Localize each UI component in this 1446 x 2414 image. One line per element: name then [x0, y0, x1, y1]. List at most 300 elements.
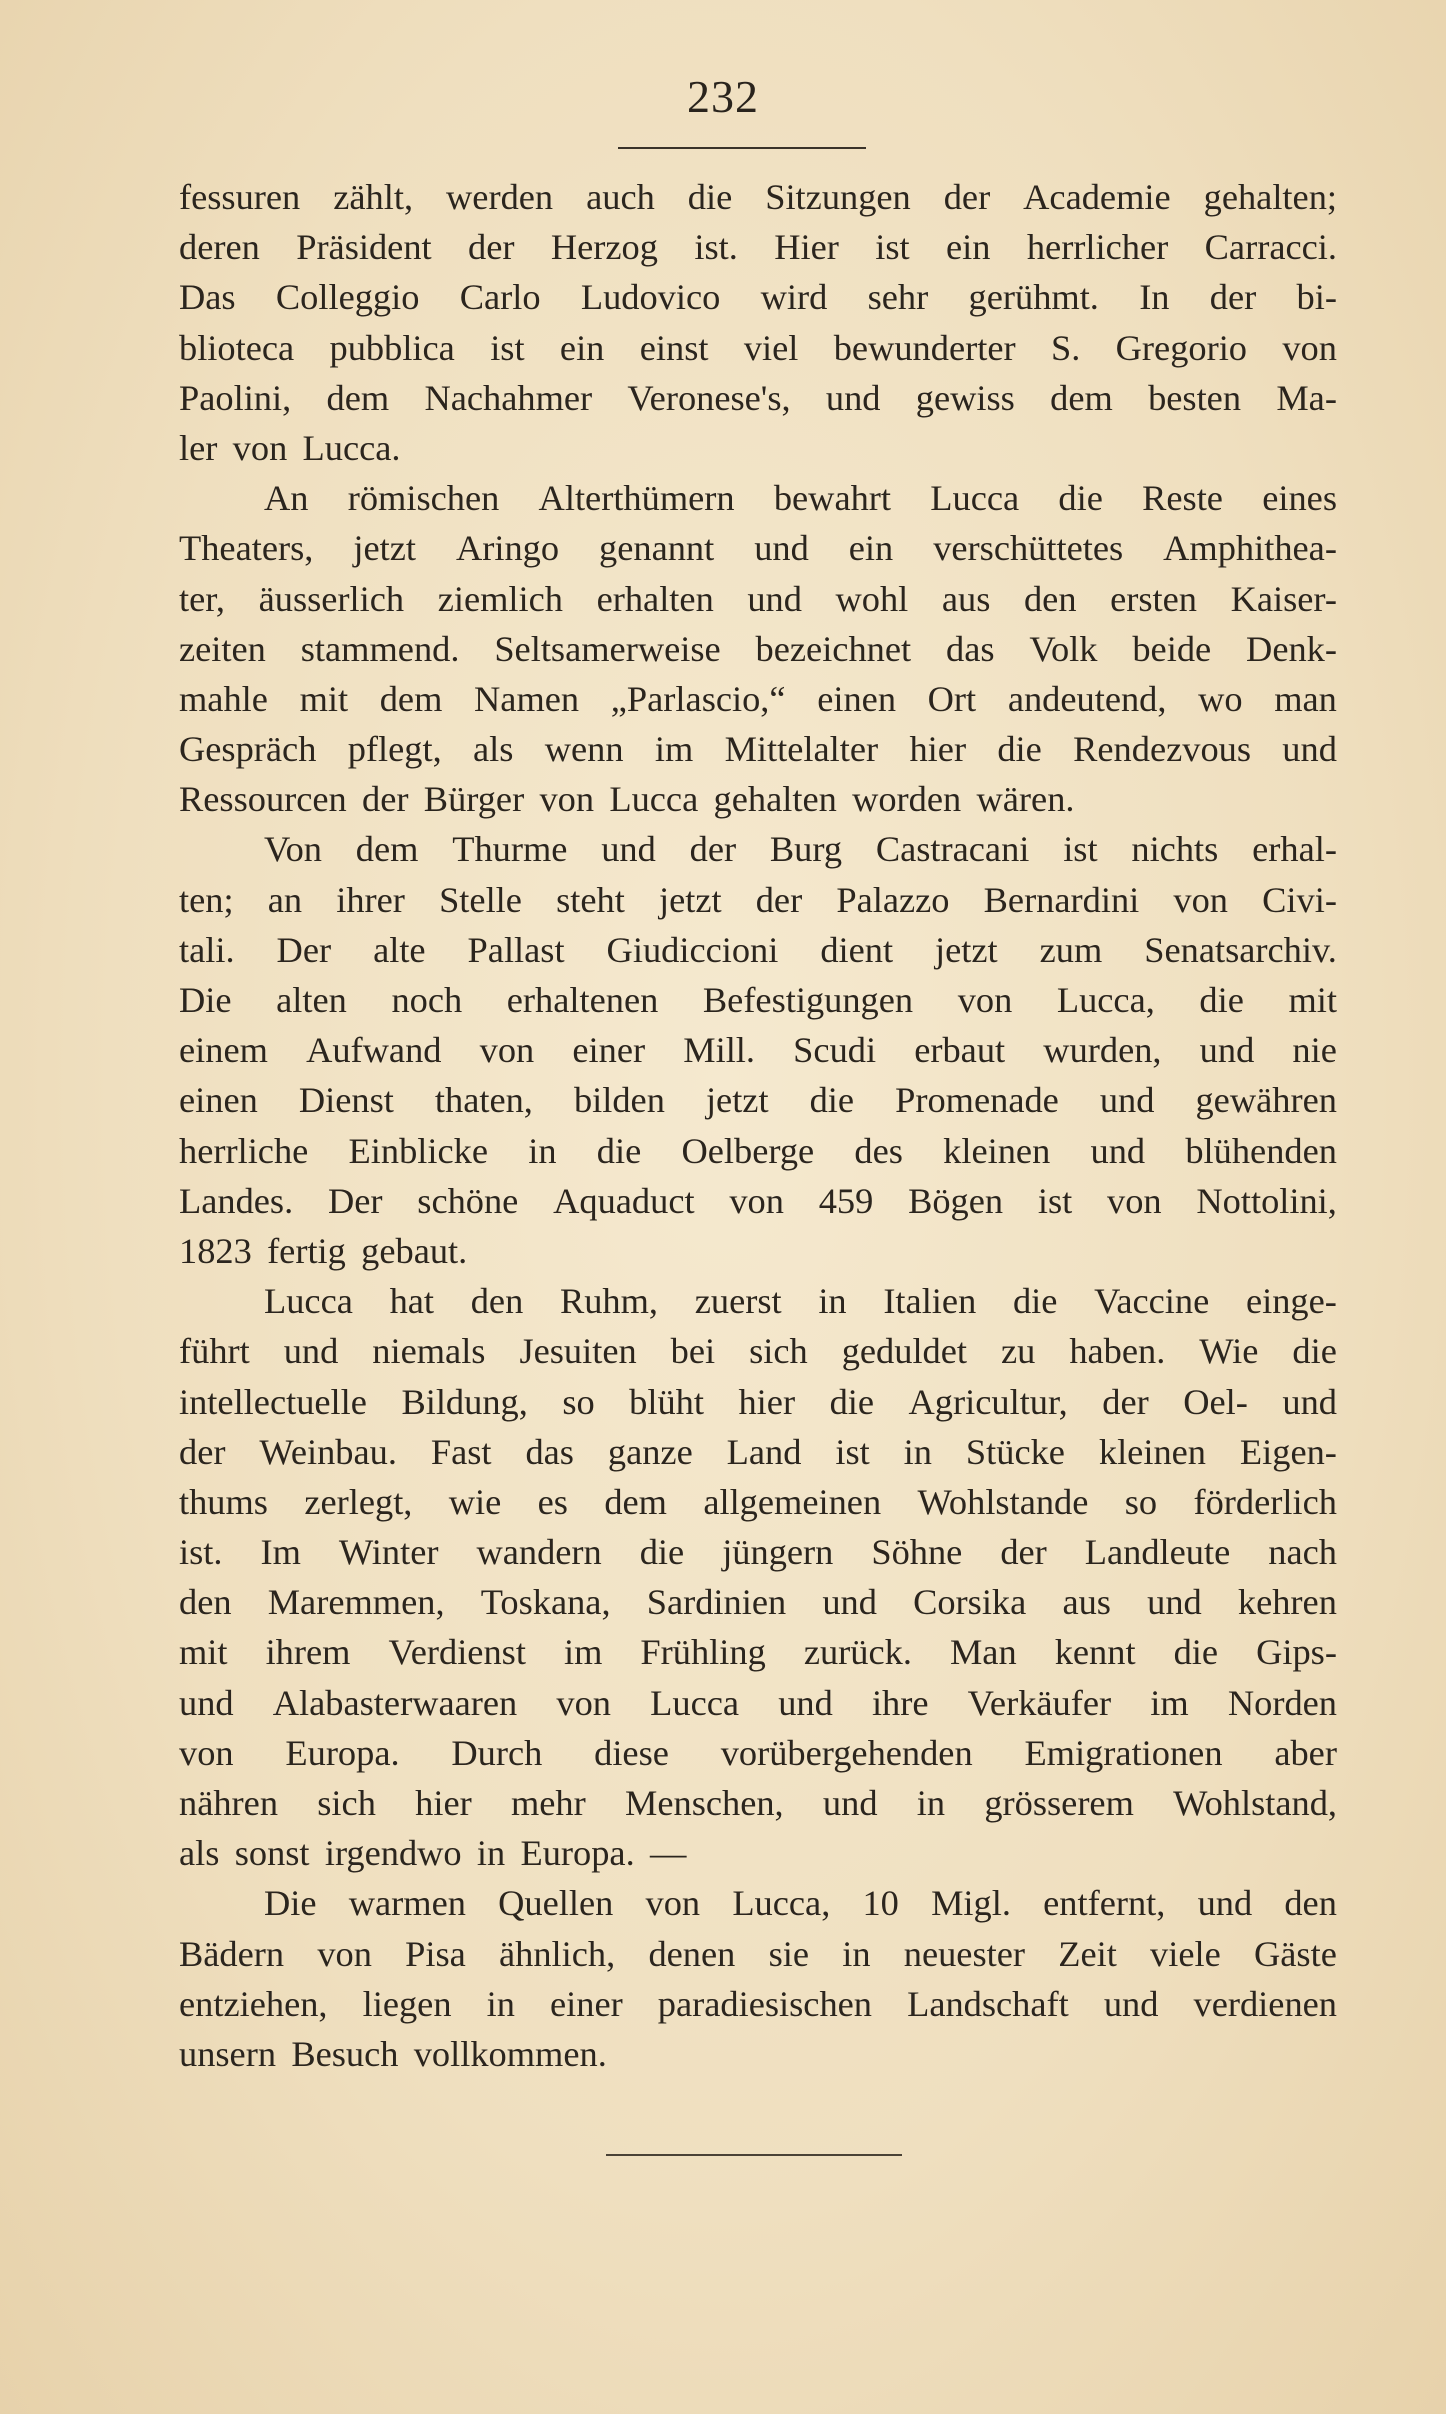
text-line — [179, 1427, 1337, 1477]
word: und — [179, 1682, 234, 1723]
word: Eigen- — [1239, 1431, 1337, 1472]
word: führt — [179, 1331, 250, 1372]
word: Gips- — [1256, 1632, 1337, 1673]
word: paradiesischen — [657, 1983, 873, 2024]
word: zu — [1000, 1331, 1036, 1372]
word: Lucca, — [1056, 980, 1155, 1020]
word: wurden, — [1043, 1030, 1162, 1071]
word: Corsika — [913, 1582, 1027, 1623]
word: dem — [604, 1481, 667, 1522]
word: Lucca — [264, 1281, 353, 1322]
word: ist — [875, 227, 910, 268]
word: der — [1209, 277, 1257, 318]
word: Das — [179, 277, 236, 318]
text-line — [179, 1226, 1337, 1276]
word: Gespräch — [179, 729, 317, 770]
word: die — [829, 1381, 875, 1422]
word: und — [1103, 1983, 1159, 2024]
word: Alterthümern — [538, 478, 735, 519]
word: Wohlstand, — [1173, 1783, 1337, 1823]
word: mit — [1288, 980, 1337, 1020]
word: aber — [1274, 1732, 1337, 1773]
word: von — [729, 1180, 784, 1221]
word: Rendezvous — [1073, 729, 1251, 770]
word: Menschen, — [625, 1783, 784, 1823]
word: Ort — [927, 678, 977, 719]
word: das — [946, 628, 995, 669]
word: die — [687, 177, 733, 217]
word: von — [645, 1883, 701, 1924]
word: in — [476, 1833, 506, 1874]
word: Herzog — [550, 227, 658, 268]
word: 1823 — [179, 1230, 252, 1271]
word: mit — [299, 678, 349, 719]
word: Italien — [883, 1281, 977, 1322]
text-line — [179, 1176, 1337, 1226]
word: ter, — [179, 578, 226, 619]
word: in — [528, 1130, 557, 1171]
header-rule — [618, 147, 866, 149]
word: Ma- — [1276, 377, 1337, 418]
word: Gäste — [1254, 1933, 1337, 1974]
word: zählt, — [333, 177, 414, 217]
word: so — [562, 1381, 595, 1422]
word: 10 — [862, 1883, 899, 1924]
word: S. — [1050, 327, 1081, 368]
word: stammend. — [300, 628, 460, 669]
word: von — [1173, 879, 1228, 920]
word: gewiss — [915, 377, 1015, 418]
word: Bürger — [423, 779, 525, 820]
word: Volk — [1029, 628, 1098, 669]
word: gebaut. — [361, 1230, 468, 1271]
word: hier — [909, 729, 967, 770]
word: Aufwand — [306, 1030, 442, 1071]
word: besten — [1148, 377, 1242, 418]
word: Die — [179, 980, 232, 1020]
word: als — [179, 1833, 220, 1874]
word: die — [1173, 1632, 1219, 1673]
word: einen — [179, 1080, 258, 1121]
word: blüht — [629, 1381, 704, 1422]
word: römischen — [347, 478, 500, 519]
word: Amphithea- — [1163, 528, 1337, 569]
word: einer — [572, 1030, 646, 1071]
text-line — [179, 272, 1337, 322]
word: ler — [179, 427, 218, 468]
word: Agricultur, — [908, 1381, 1068, 1422]
word: Oelberge — [681, 1130, 815, 1171]
word: die — [596, 1130, 642, 1171]
word: und — [825, 377, 881, 418]
word: ein — [559, 327, 605, 368]
word: diese — [594, 1732, 669, 1773]
word: Von — [264, 829, 322, 870]
word: dient — [820, 929, 894, 970]
word: Fast — [430, 1431, 492, 1472]
word: Landschaft — [907, 1983, 1069, 2024]
word: Landes. — [179, 1180, 294, 1221]
word: den — [179, 1582, 232, 1623]
word: ist. — [179, 1532, 223, 1573]
word: Bögen — [908, 1180, 1004, 1221]
word: das — [525, 1431, 574, 1472]
text-line — [179, 1025, 1337, 1075]
word: Denk- — [1246, 628, 1337, 669]
word: niemals — [372, 1331, 486, 1372]
word: Oel- — [1183, 1381, 1248, 1422]
word: entfernt, — [1043, 1883, 1166, 1924]
word: noch — [391, 980, 463, 1020]
text-line — [179, 1326, 1337, 1376]
word: Paolini, — [179, 377, 292, 418]
word: Burg — [769, 829, 843, 870]
word: Nachahmer — [424, 377, 593, 418]
text-line — [179, 1678, 1337, 1728]
text-line — [179, 1527, 1337, 1577]
word: der — [179, 1431, 226, 1472]
word: Die — [264, 1883, 317, 1924]
word: wenn — [544, 729, 624, 770]
word: Jesuiten — [519, 1331, 637, 1372]
word: so — [1124, 1481, 1158, 1522]
word: kennt — [1054, 1632, 1136, 1673]
word: ein — [946, 227, 991, 268]
word: kleinen — [943, 1130, 1051, 1171]
word: gehalten — [713, 779, 837, 820]
word: und — [1199, 1030, 1255, 1071]
word: Nottolini, — [1196, 1180, 1337, 1221]
word: Landleute — [1084, 1532, 1231, 1573]
word: Ressourcen — [179, 779, 347, 820]
word: zerlegt, — [304, 1481, 413, 1522]
word: Palazzo — [836, 879, 950, 920]
word: zeiten — [179, 628, 266, 669]
word: ist — [1037, 1180, 1073, 1221]
word: Emigrationen — [1024, 1732, 1223, 1773]
word: Mill. — [683, 1030, 756, 1071]
word: herrlicher — [1026, 227, 1169, 268]
word: alte — [373, 929, 426, 970]
word: sich — [749, 1331, 808, 1372]
word: und — [747, 578, 802, 619]
word: im — [1150, 1682, 1189, 1723]
text-line — [179, 1728, 1337, 1778]
word: Lucca. — [302, 427, 401, 468]
word: Verdienst — [388, 1632, 526, 1673]
word: Carracci. — [1204, 227, 1337, 268]
word: ist — [490, 327, 525, 368]
word: Winter — [338, 1532, 439, 1573]
word: nie — [1292, 1030, 1337, 1071]
word: hat — [389, 1281, 435, 1322]
page-number: 232 — [687, 71, 759, 122]
word: ganze — [607, 1431, 693, 1472]
word: tali. — [179, 929, 235, 970]
word: Frühling — [640, 1632, 766, 1673]
word: nähren — [179, 1783, 279, 1823]
word: die — [809, 1080, 855, 1121]
word: wie — [448, 1481, 502, 1522]
word: aus — [1062, 1582, 1111, 1623]
word: den — [470, 1281, 524, 1322]
word: ein — [848, 528, 894, 569]
word: und — [283, 1331, 339, 1372]
text-line — [179, 1377, 1337, 1427]
word: blühenden — [1185, 1130, 1337, 1171]
word: Pallast — [467, 929, 565, 970]
text-line — [179, 1878, 1337, 1928]
text-line — [179, 975, 1337, 1025]
text-line — [179, 875, 1337, 925]
word: und — [1282, 1381, 1337, 1422]
word: Einblicke — [348, 1130, 488, 1171]
word: der — [1102, 1381, 1149, 1422]
word: und — [822, 1582, 877, 1623]
text-line — [179, 1577, 1337, 1627]
word: Namen — [474, 678, 580, 719]
word: der — [689, 829, 737, 870]
word: genannt — [599, 528, 715, 569]
word: einst — [639, 327, 709, 368]
word: wandern — [476, 1532, 602, 1573]
word: von — [1107, 1180, 1162, 1221]
word: und — [778, 1682, 833, 1723]
word: liegen — [362, 1983, 452, 2024]
word: ersten — [1110, 578, 1197, 619]
word: unsern — [179, 2033, 277, 2074]
word: erhalten — [596, 578, 714, 619]
word: Söhne — [871, 1532, 963, 1573]
word: einge- — [1245, 1281, 1337, 1322]
text-line — [179, 373, 1337, 423]
word: und — [754, 528, 809, 569]
text-line — [179, 574, 1337, 624]
word: Verkäufer — [967, 1682, 1112, 1723]
word: wohl — [835, 578, 909, 619]
word: alten — [276, 980, 347, 1020]
word: erhal- — [1252, 829, 1337, 870]
word: wird — [760, 277, 828, 318]
word: Befestigungen — [702, 980, 914, 1020]
word: Promenade — [895, 1080, 1059, 1121]
word: von — [479, 1030, 535, 1071]
word: mehr — [510, 1783, 586, 1823]
word: Senatsarchiv. — [1144, 929, 1337, 970]
word: An — [264, 478, 309, 519]
word: nichts — [1131, 829, 1219, 870]
word: bilden — [573, 1080, 665, 1121]
word: Man — [949, 1632, 1017, 1673]
word: neuester — [903, 1933, 1025, 1974]
word: Der — [327, 1180, 383, 1221]
word: der — [468, 227, 515, 268]
word: entziehen, — [179, 1983, 328, 2024]
word: Theaters, — [179, 528, 314, 569]
word: Giudiccioni — [606, 929, 779, 970]
word: In — [1139, 277, 1170, 318]
word: nach — [1268, 1532, 1337, 1573]
word: einen — [817, 678, 897, 719]
word: äusserlich — [258, 578, 405, 619]
word: thums — [179, 1481, 268, 1522]
word: Besuch — [291, 2033, 399, 2074]
word: bewahrt — [773, 478, 892, 519]
word: auch — [586, 177, 655, 217]
word: Der — [276, 929, 332, 970]
word: Durch — [451, 1732, 543, 1773]
word: Pisa — [405, 1933, 466, 1974]
word: Aringo — [455, 528, 560, 569]
word: Wohlstande — [917, 1481, 1089, 1522]
word: von — [539, 779, 595, 820]
word: eines — [1262, 478, 1337, 519]
word: dem — [379, 678, 443, 719]
word: Lucca — [930, 478, 1020, 519]
word: allgemeinen — [703, 1481, 882, 1522]
word: ihre — [871, 1682, 929, 1723]
word: Scudi — [793, 1030, 877, 1071]
word: Präsident — [296, 227, 432, 268]
word: Ludovico — [580, 277, 721, 318]
word: Academie — [1023, 177, 1171, 217]
word: geduldet — [841, 1331, 968, 1372]
word: Stücke — [965, 1431, 1065, 1472]
word: viel — [743, 327, 799, 368]
word: dem — [326, 377, 390, 418]
word: die — [1058, 478, 1103, 519]
word: beide — [1132, 628, 1212, 669]
word: des — [854, 1130, 903, 1171]
word: im — [654, 729, 694, 770]
word: pflegt, — [347, 729, 442, 770]
word: Veronese's, — [627, 377, 791, 418]
word: vorübergehenden — [720, 1732, 973, 1773]
word: Sitzungen — [765, 177, 911, 217]
word: von — [957, 980, 1013, 1020]
word: den — [1023, 578, 1077, 619]
word: sie — [768, 1933, 809, 1974]
word: sehr — [867, 277, 929, 318]
word: verdienen — [1193, 1983, 1337, 2024]
word: es — [537, 1481, 568, 1522]
word: den — [1284, 1883, 1337, 1924]
word: Zeit — [1058, 1933, 1117, 1974]
word: Lucca — [650, 1682, 740, 1723]
word: im — [563, 1632, 603, 1673]
word: vollkommen. — [413, 2033, 607, 2074]
word: jetzt — [658, 879, 722, 920]
word: ihrer — [336, 879, 405, 920]
word: grösserem — [984, 1783, 1134, 1823]
word: worden — [852, 779, 962, 820]
word: Gregorio — [1115, 327, 1248, 368]
word: deren — [179, 227, 260, 268]
word: bei — [670, 1331, 716, 1372]
word: die — [639, 1532, 685, 1573]
text-line — [179, 1126, 1337, 1176]
word: bezeichnet — [755, 628, 912, 669]
word: jetzt — [935, 929, 998, 970]
text-line — [179, 824, 1337, 874]
word: dem — [355, 829, 419, 870]
word: Thurme — [452, 829, 568, 870]
word: in — [842, 1933, 871, 1974]
word: in — [818, 1281, 847, 1322]
word: und — [1282, 729, 1337, 770]
word: hier — [415, 1783, 472, 1823]
word: die — [1199, 980, 1244, 1020]
word: steht — [556, 879, 625, 920]
word: Maremmen, — [267, 1582, 445, 1623]
word: Toskana, — [480, 1582, 611, 1623]
word: von — [556, 1682, 611, 1723]
text-line — [179, 774, 1337, 824]
word: förderlich — [1193, 1481, 1337, 1522]
word: Vaccine — [1094, 1281, 1210, 1322]
word: mahle — [179, 678, 268, 719]
word: in — [916, 1783, 946, 1823]
end-rule — [606, 2154, 902, 2156]
word: sonst — [234, 1833, 310, 1874]
word: von — [179, 1732, 234, 1773]
text-line — [179, 674, 1337, 724]
word: der — [362, 779, 409, 820]
word: fessuren — [179, 177, 301, 217]
text-line — [179, 1979, 1337, 2029]
word: in — [903, 1431, 932, 1472]
word: der — [1000, 1532, 1047, 1573]
word: blioteca — [179, 327, 295, 368]
text-line — [179, 523, 1337, 573]
word: Weinbau. — [259, 1431, 397, 1472]
word: Civi- — [1262, 879, 1337, 920]
word: bewunderter — [833, 327, 1016, 368]
word: „Parlascio,“ — [610, 678, 786, 719]
word: hier — [738, 1381, 796, 1422]
word: Dienst — [298, 1080, 394, 1121]
word: Alabasterwaaren — [272, 1682, 518, 1723]
text-line — [179, 1075, 1337, 1125]
word: Bernardini — [983, 879, 1140, 920]
text-line — [179, 423, 1337, 473]
word: Ruhm, — [559, 1281, 659, 1322]
word: und — [1197, 1883, 1253, 1924]
word: einer — [549, 1983, 623, 2024]
word: in — [486, 1983, 515, 2024]
word: erbaut — [914, 1030, 1006, 1071]
word: Bildung, — [401, 1381, 528, 1422]
word: zuerst — [694, 1281, 782, 1322]
word: Kaiser- — [1230, 578, 1337, 619]
word: Europa. — [285, 1732, 400, 1773]
word: pubblica — [329, 327, 455, 368]
word: Lucca — [609, 779, 699, 820]
word: Migl. — [931, 1883, 1011, 1924]
text-line — [179, 473, 1337, 523]
word: Castracani — [875, 829, 1030, 870]
word: Europa. — [520, 1833, 635, 1874]
word: ähnlich, — [499, 1933, 616, 1974]
word: schöne — [417, 1180, 519, 1221]
word: zurück. — [803, 1632, 912, 1673]
word: dem — [1050, 377, 1113, 418]
word: ten; — [179, 879, 234, 920]
word: Colleggio — [275, 277, 420, 318]
word: zum — [1039, 929, 1103, 970]
word: als — [473, 729, 514, 770]
body-text — [179, 172, 1337, 2079]
